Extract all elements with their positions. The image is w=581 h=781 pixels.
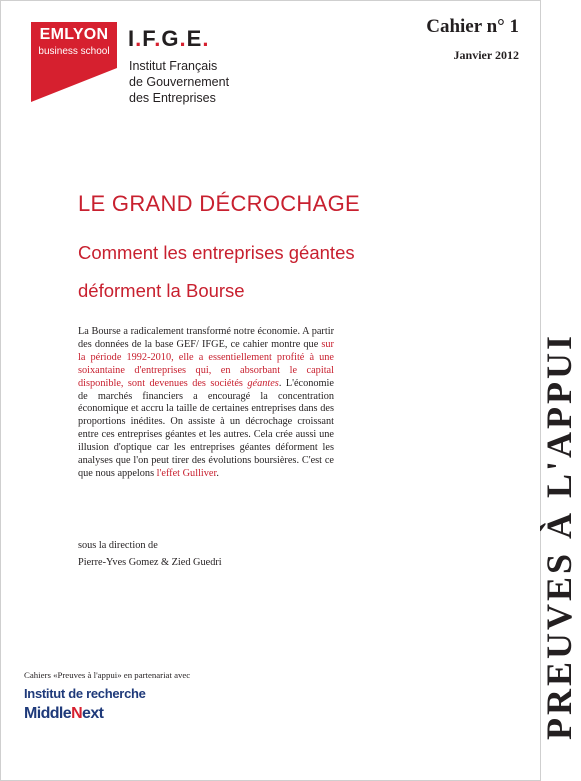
middlenext-logo-n: N	[71, 705, 83, 722]
ifge-description-line: des Entreprises	[129, 91, 216, 105]
ifge-dot: .	[179, 26, 187, 51]
ifge-logo-name	[128, 26, 209, 52]
emlyon-logo-name: EMLYON	[39, 26, 109, 43]
ifge-description	[129, 58, 229, 106]
abstract-paragraph	[78, 326, 334, 481]
cahier-number: Cahier n° 1	[426, 16, 519, 37]
ifge-description-line: de Gouvernement	[129, 75, 230, 89]
ifge-dot: .	[135, 26, 143, 51]
abstract-highlight-gulliver: l'effet Gulliver	[156, 467, 217, 479]
cahier-date: Janvier 2012	[453, 48, 519, 62]
abstract-text: La Bourse a radicalement transformé notre économie. A partir des données de la base GEF/ IFGE, ce cahier montre que	[78, 326, 334, 350]
ifge-dot: .	[154, 26, 162, 51]
abstract-highlight-italic: géantes	[247, 377, 279, 389]
authors: Pierre-Yves Gomez & Zied Guedri	[78, 557, 222, 568]
ifge-letter: E	[186, 26, 203, 51]
subtitle-line: déforment la Bourse	[78, 280, 245, 301]
series-title-vertical: PREUVES À L'APPUI	[539, 332, 579, 740]
ifge-letter: I	[128, 26, 136, 51]
abstract-text: . L'économie de marchés financiers a encouragé la concentration économique et accru la taille de certaines entreprises dans des proportions inédites. On assiste à un décrochage croissant entre ces entreprises géantes et les autres. Cela crée aussi une illusion d'optique car les entreprises géantes déforment les analyses que l'on peut tirer des évolutions boursières. C'est ce que nous appelons	[78, 377, 334, 479]
abstract-highlight: sur la période 1992-2010, elle a essentiellement profité à une soixantaine d'entreprises qui, en absorbant le capital disponible, sont devenues des sociétés	[78, 338, 334, 389]
middlenext-logo	[24, 686, 164, 726]
middlenext-logo-line1: Institut de recherche	[24, 686, 146, 701]
ifge-letter: F	[142, 26, 155, 51]
emlyon-logo	[31, 22, 117, 102]
subtitle-line: Comment les entreprises géantes	[78, 242, 355, 263]
document-subtitle	[78, 234, 355, 310]
middlenext-logo-middle: Middle	[24, 705, 72, 722]
partner-note: Cahiers «Preuves à l'appui» en partenariat avec	[24, 670, 191, 680]
document-title: LE GRAND DÉCROCHAGE	[78, 191, 360, 216]
middlenext-logo-line2	[24, 705, 103, 723]
emlyon-logo-subtitle: business school	[38, 46, 110, 57]
abstract-end: .	[216, 467, 219, 479]
middlenext-logo-ext: ext	[82, 705, 104, 722]
ifge-letter: G	[161, 26, 180, 51]
ifge-description-line: Institut Français	[129, 59, 218, 73]
direction-label: sous la direction de	[78, 540, 158, 551]
ifge-dot: .	[202, 26, 210, 51]
